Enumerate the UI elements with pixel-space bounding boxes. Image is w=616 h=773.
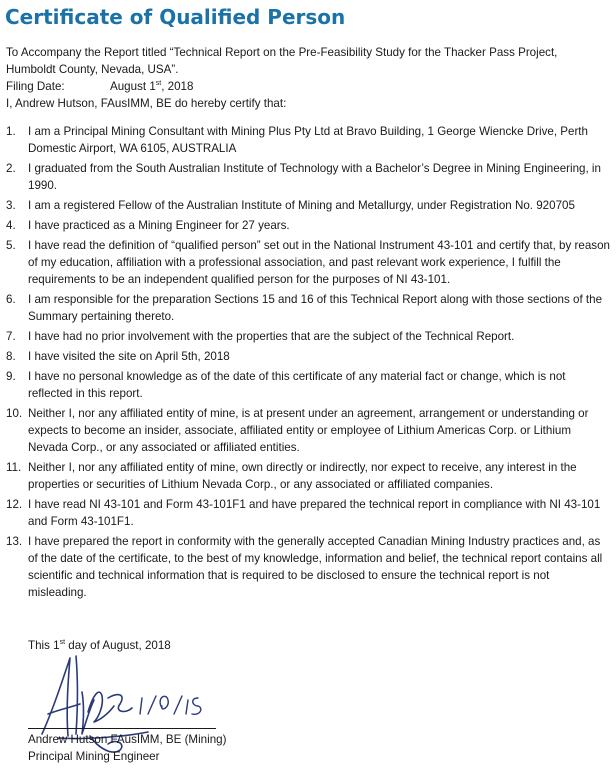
list-item-number: 5. [6,239,16,252]
list-item [6,197,610,214]
certification-list [6,123,610,604]
signer-role: Principal Mining Engineer [28,750,160,763]
list-item [6,291,610,325]
list-item-number: 4. [6,219,16,232]
list-item-number: 10. [6,407,23,420]
list-item-text: I graduated from the South Australian Institute of Technology with a Bachelor’s Degree in Mining Engineering, in 1990. [28,162,601,192]
list-item [6,533,610,601]
list-item [6,348,610,365]
list-item-number: 3. [6,199,16,212]
list-item-text: I am a registered Fellow of the Australian Institute of Mining and Metallurgy, under Registration No. 920705 [28,199,575,212]
filing-date-value: August 1st, 2018 [110,80,194,93]
list-item-number: 13. [6,535,23,548]
signature-line [28,728,216,729]
intro-block [6,44,610,112]
list-item-text: Neither I, nor any affiliated entity of mine, own directly or indirectly, nor expect to receive, any interest in the properties or securities of Lithium Nevada Corp., or any associated or affiliated companies. [28,461,577,491]
filing-date-label: Filing Date: [6,80,65,93]
list-item-text: Neither I, nor any affiliated entity of mine, is at present under an agreement, arrangement or understanding or expects to become an insider, associate, affiliated entity or employee of Lithium Americas Corp. or Lithium Nevada Corp., or any associated or affiliated entities. [28,407,589,454]
list-item-text: I have practiced as a Mining Engineer for 27 years. [28,219,290,232]
list-item-number: 7. [6,330,16,343]
list-item-number: 12. [6,498,23,511]
list-item-text: I have prepared the report in conformity with the generally accepted Canadian Mining Industry practices and, as of the date of the certificate, to the best of my knowledge, information and belief, the technical report contains all scientific and technical information that is required to be disclosed to ensure the technical report is not misleading. [28,535,603,599]
list-item-number: 6. [6,293,16,306]
list-item [6,160,610,194]
list-item-text: I am a Principal Mining Consultant with Mining Plus Pty Ltd at Bravo Building, 1 George Wiencke Drive, Perth Domestic Airport, WA 6105, AUSTRALIA [28,125,588,155]
list-item-text: I have read NI 43-101 and Form 43-101F1 and have prepared the technical report in compliance with NI 43-101 and Form 43-101F1. [28,498,601,528]
certify-statement: I, Andrew Hutson, FAusIMM, BE do hereby certify that: [6,97,287,110]
list-item-text: I am responsible for the preparation Sections 15 and 16 of this Technical Report along with those sections of the Summary pertaining thereto. [28,293,603,323]
list-item [6,496,610,530]
list-item-text: I have read the definition of “qualified person” set out in the National Instrument 43-101 and certify that, by reason of my education, affiliation with a professional association, and past relevant work experience, I fulfill the requirements to be an independent qualified person for the purposes of NI 43-101. [28,239,610,286]
report-reference: To Accompany the Report titled “Technical Report on the Pre-Feasibility Study for the Thacker Pass Project, Humboldt County, Nevada, USA”. [6,46,558,76]
list-item [6,123,610,157]
list-item [6,217,610,234]
list-item [6,405,610,456]
list-item-number: 1. [6,125,16,138]
closing-date-line: This 1st day of August, 2018 [28,639,171,652]
signer-name: Andrew Hutson FAusIMM, BE (Mining) [28,733,227,746]
list-item-number: 8. [6,350,16,363]
list-item-text: I have had no prior involvement with the properties that are the subject of the Technical Report. [28,330,515,343]
list-item [6,328,610,345]
list-item [6,368,610,402]
list-item-text: I have visited the site on April 5th, 2018 [28,350,230,363]
list-item [6,459,610,493]
filing-date-row [6,78,610,95]
page-title: Certificate of Qualified Person [5,5,346,29]
list-item-number: 11. [6,461,22,474]
list-item [6,237,610,288]
list-item-number: 9. [6,370,16,383]
list-item-text: I have no personal knowledge as of the date of this certificate of any material fact or change, which is not reflected in this report. [28,370,566,400]
list-item-number: 2. [6,162,16,175]
signer-block [28,731,226,765]
